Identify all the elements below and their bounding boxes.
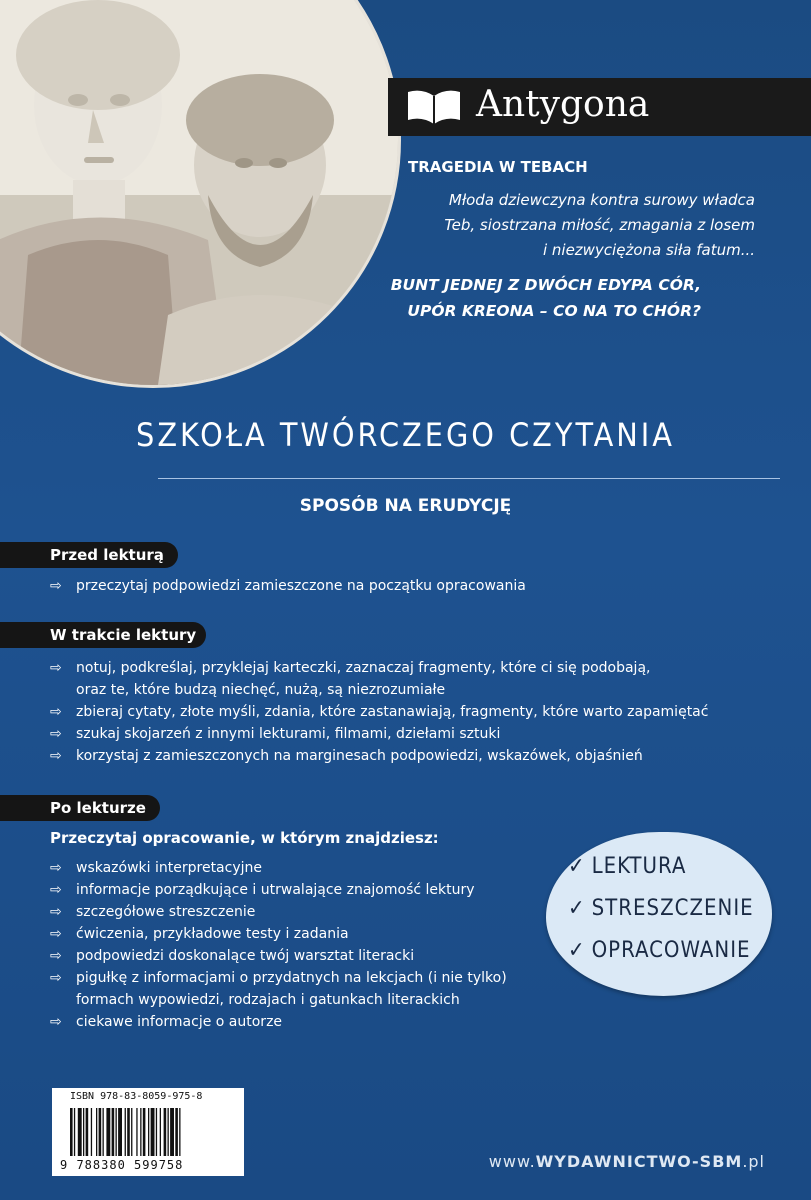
list-before <box>50 575 526 597</box>
series-subtitle: SPOSÓB NA ERUDYCJĘ <box>299 496 512 516</box>
check-icon: ✓ <box>568 938 586 963</box>
open-book-icon <box>406 88 462 130</box>
list-item: ⇨ korzystaj z zamieszczonych na marginesach podpowiedzi, wskazówek, objaśnień <box>50 745 708 767</box>
list-item: ⇨ podpowiedzi doskonalące twój warsztat literacki <box>50 945 507 967</box>
list-during <box>50 657 708 767</box>
badge-item: ✓ OPRACOWANIE <box>568 938 751 963</box>
section-header-before: Przed lekturą <box>0 542 178 568</box>
series-title: SZKOŁA TWÓRCZEGO CZYTANIA <box>136 416 675 454</box>
barcode-bar <box>74 1108 75 1156</box>
arrow-right-icon: ⇨ <box>50 660 62 676</box>
teaser-bold-line: BUNT JEDNEJ Z DWÓCH EDYPA CÓR, <box>390 276 701 294</box>
barcode-bar <box>164 1108 167 1156</box>
barcode-bar <box>131 1108 132 1156</box>
barcode-bar <box>170 1108 174 1156</box>
barcode-bar <box>70 1108 73 1156</box>
list-item: ⇨ informacje porządkujące i utrwalające znajomość lektury <box>50 879 507 901</box>
barcode-bar <box>179 1108 180 1156</box>
barcode-bar <box>118 1108 122 1156</box>
teaser-bold-line: UPÓR KREONA – CO NA TO CHÓR? <box>407 302 701 320</box>
list-item: ⇨ szczegółowe streszczenie <box>50 901 507 923</box>
section-header-after: Po lekturze <box>0 795 160 821</box>
barcode-bar <box>83 1108 84 1156</box>
arrow-right-icon: ⇨ <box>50 882 62 898</box>
barcode-bar <box>168 1108 169 1156</box>
list-item: ⇨ zbieraj cytaty, złote myśli, zdania, które zastanawiają, fragmenty, które warto zapamiętać <box>50 701 708 723</box>
barcode-bar <box>106 1108 110 1156</box>
list-item: ⇨ szukaj skojarzeń z innymi lekturami, filmami, dziełami sztuki <box>50 723 708 745</box>
arrow-right-icon: ⇨ <box>50 578 62 594</box>
section-header-during: W trakcie lektury <box>0 622 206 648</box>
book-subtitle: TRAGEDIA W TEBACH <box>408 158 588 176</box>
arrow-right-icon: ⇨ <box>50 860 62 876</box>
after-intro: Przeczytaj opracowanie, w którym znajdziesz: <box>50 829 439 847</box>
arrow-right-icon: ⇨ <box>50 904 62 920</box>
check-icon: ✓ <box>568 896 586 921</box>
teaser-text <box>375 188 755 263</box>
badge-item: ✓ STRESZCZENIE <box>568 896 754 921</box>
barcode-bar <box>125 1108 126 1156</box>
barcode-bar <box>175 1108 178 1156</box>
barcode-bar <box>91 1108 92 1156</box>
barcode-bar <box>86 1108 89 1156</box>
barcode-bar <box>156 1108 157 1156</box>
teaser-bold-text <box>361 272 701 324</box>
barcode-bar <box>136 1108 137 1156</box>
barcode-bar <box>160 1108 161 1156</box>
list-item: ⇨ pigułkę z informacjami o przydatnych na lekcjach (i nie tylko) formach wypowiedzi, rodzajach i gatunkach literackich <box>50 967 507 1011</box>
barcode-bar <box>116 1108 117 1156</box>
barcode-bar <box>112 1108 115 1156</box>
barcode-bar <box>96 1108 97 1156</box>
arrow-right-icon: ⇨ <box>50 1014 62 1030</box>
teaser-line: i niezwyciężona siła fatum... <box>542 241 755 259</box>
barcode-bar <box>151 1108 155 1156</box>
book-title: Antygona <box>476 84 650 125</box>
isbn-label: ISBN 978-83-8059-975-8 <box>70 1091 203 1102</box>
statues-image <box>0 0 401 388</box>
arrow-right-icon: ⇨ <box>50 726 62 742</box>
barcode-bar <box>103 1108 104 1156</box>
teaser-line: Teb, siostrzana miłość, zmagania z losem <box>444 216 755 234</box>
arrow-right-icon: ⇨ <box>50 704 62 720</box>
list-after <box>50 857 507 1033</box>
arrow-right-icon: ⇨ <box>50 748 62 764</box>
barcode-bar <box>127 1108 130 1156</box>
list-item: ⇨ notuj, podkreślaj, przyklejaj karteczki, zaznaczaj fragmenty, które ci się podobają, oraz te, które budzą niechęć, nużą, są niezrozumiałe <box>50 657 708 701</box>
barcode-digits: 9 788380 599758 <box>60 1158 184 1172</box>
website-url: www.WYDAWNICTWO-SBM.pl <box>488 1152 765 1171</box>
divider <box>158 478 780 479</box>
arrow-right-icon: ⇨ <box>50 970 62 986</box>
barcode <box>52 1088 244 1176</box>
arrow-right-icon: ⇨ <box>50 948 62 964</box>
list-item: ⇨ ćwiczenia, przykładowe testy i zadania <box>50 923 507 945</box>
check-icon: ✓ <box>568 854 586 879</box>
barcode-bar <box>143 1108 146 1156</box>
barcode-bar <box>148 1108 149 1156</box>
barcode-bar <box>78 1108 82 1156</box>
teaser-line: Młoda dziewczyna kontra surowy władca <box>448 191 755 209</box>
list-item: ⇨ ciekawe informacje o autorze <box>50 1011 507 1033</box>
arrow-right-icon: ⇨ <box>50 926 62 942</box>
list-item: ⇨ wskazówki interpretacyjne <box>50 857 507 879</box>
list-item: ⇨ przeczytaj podpowiedzi zamieszczone na początku opracowania <box>50 575 526 597</box>
barcode-bar <box>99 1108 102 1156</box>
contents-badge <box>546 832 772 996</box>
badge-item: ✓ LEKTURA <box>568 854 687 879</box>
barcode-bar <box>140 1108 141 1156</box>
title-band <box>388 78 811 136</box>
barcode-bars <box>52 1104 244 1164</box>
